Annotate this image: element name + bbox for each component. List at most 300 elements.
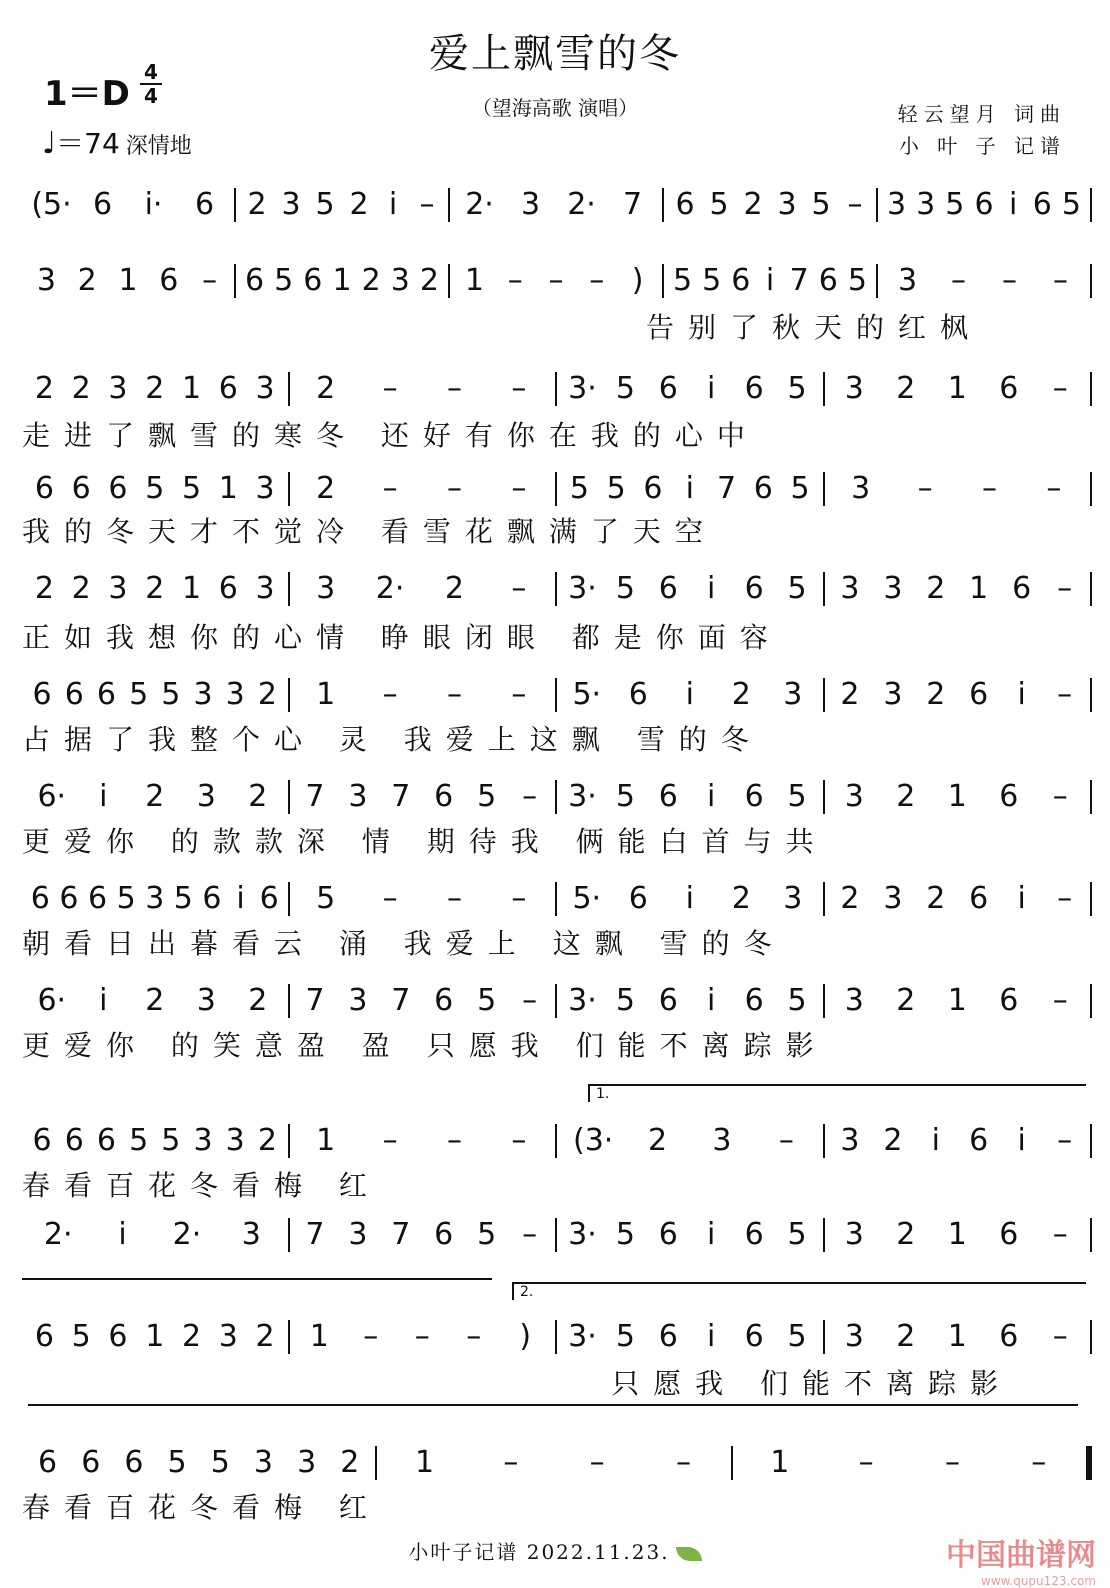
- note: 6: [32, 1123, 52, 1158]
- note: 3: [348, 779, 368, 814]
- note: –: [522, 1217, 538, 1252]
- note: 3·: [568, 983, 597, 1018]
- note: 3·: [568, 779, 597, 814]
- note: 3: [844, 1319, 864, 1354]
- note: 5: [811, 187, 831, 222]
- note: 1: [218, 471, 238, 506]
- note: –: [1053, 263, 1068, 298]
- lyric-text: 占据了我整个心 灵 我爱上这飘 雪的冬: [22, 723, 763, 756]
- note: 3: [108, 571, 128, 606]
- note: 5: [210, 1445, 230, 1480]
- note: 6: [744, 983, 764, 1018]
- footer-text: 小叶子记谱 2022.11.23.: [408, 1540, 670, 1564]
- tempo-marking: [42, 122, 192, 162]
- notation-row: [22, 774, 1092, 814]
- notation-row: [22, 1118, 1092, 1158]
- note: 5: [673, 263, 693, 298]
- note: 2: [731, 677, 751, 712]
- note: 3: [844, 983, 864, 1018]
- note: –: [1052, 1319, 1068, 1354]
- note: 1: [969, 571, 989, 606]
- measure: [375, 1446, 730, 1480]
- volta-second-ending: 2.: [512, 1282, 1086, 1300]
- note: 3: [883, 881, 903, 916]
- note: 2·: [567, 187, 596, 222]
- note: 6: [999, 1217, 1019, 1252]
- note: 3: [193, 677, 213, 712]
- note: 5: [477, 983, 497, 1018]
- note: –: [382, 371, 398, 406]
- note: 2: [248, 779, 268, 814]
- note: 1: [332, 263, 352, 298]
- note: 3: [777, 187, 797, 222]
- note: 5: [787, 1319, 807, 1354]
- note: 2: [743, 187, 763, 222]
- note: 3: [712, 1123, 732, 1158]
- note: 6: [658, 1217, 678, 1252]
- note: i: [99, 983, 108, 1018]
- note: 6: [974, 187, 994, 222]
- note: 1: [947, 983, 967, 1018]
- note: –: [446, 371, 462, 406]
- note: 6: [643, 471, 663, 506]
- note: 2: [248, 983, 268, 1018]
- note: 6: [744, 1217, 764, 1252]
- note: 2: [316, 471, 336, 506]
- note: 2: [926, 571, 946, 606]
- measure: [555, 1218, 823, 1252]
- note: i: [1017, 1123, 1026, 1158]
- measure: [288, 572, 556, 606]
- note: 6: [999, 371, 1019, 406]
- note: i: [1017, 677, 1026, 712]
- note: 3·: [568, 571, 597, 606]
- notation-row: [22, 1212, 1092, 1252]
- note: 6: [658, 1319, 678, 1354]
- note: –: [382, 881, 398, 916]
- note: 6: [71, 471, 91, 506]
- lyric-text: 更爱你 的款款深 情 期待我 俩能白首与共: [22, 825, 828, 858]
- note: –: [419, 187, 435, 222]
- note: 3: [255, 571, 275, 606]
- note: 6: [434, 779, 454, 814]
- measure: [288, 472, 556, 506]
- lyric-row: [22, 1486, 1092, 1526]
- volta-first-ending: 1.: [588, 1084, 1086, 1102]
- note: 3: [883, 571, 903, 606]
- measure: [555, 882, 823, 916]
- note: 6: [1032, 187, 1052, 222]
- note: 6: [259, 881, 279, 916]
- note: 6: [675, 187, 695, 222]
- note: 1: [464, 263, 484, 298]
- note: 2: [361, 263, 381, 298]
- note: 2: [34, 571, 54, 606]
- note: i: [707, 779, 716, 814]
- note: –: [1052, 779, 1068, 814]
- note: –: [446, 881, 462, 916]
- note: 6: [87, 881, 108, 916]
- note: 2: [247, 187, 267, 222]
- measure: [555, 678, 823, 712]
- lyric-text: 我的冬天才不觉冷 看雪花飘满了天空: [22, 515, 717, 548]
- note: –: [1052, 1217, 1068, 1252]
- note: 5: [477, 1217, 497, 1252]
- note: –: [944, 1445, 960, 1480]
- note: 6: [96, 677, 117, 712]
- note: –: [511, 1123, 527, 1158]
- note: 5: [606, 471, 626, 506]
- note: 2: [181, 1319, 202, 1354]
- note: 3: [281, 187, 301, 222]
- note: i: [236, 881, 245, 916]
- note: 1: [316, 677, 336, 712]
- note: 6: [108, 1319, 128, 1354]
- note: 5: [129, 677, 149, 712]
- footer-note: [0, 1536, 1110, 1565]
- note: 5: [787, 1217, 807, 1252]
- note: –: [675, 1445, 691, 1480]
- note: 5: [615, 571, 635, 606]
- note: 2: [34, 371, 54, 406]
- measure: [22, 882, 288, 916]
- measure: [555, 780, 823, 814]
- note: 3: [840, 571, 860, 606]
- measure: [823, 1218, 1093, 1252]
- measure: [288, 678, 556, 712]
- note: 3: [255, 371, 275, 406]
- measure: [288, 372, 556, 406]
- measure: [555, 472, 823, 506]
- note: –: [1046, 471, 1062, 506]
- note: 6·: [37, 983, 67, 1018]
- note: 6: [999, 779, 1019, 814]
- note: 5: [477, 779, 497, 814]
- note: 6: [38, 1445, 58, 1480]
- measure: [823, 882, 1093, 916]
- note: –: [1002, 263, 1017, 298]
- note: 7: [391, 779, 411, 814]
- note: 6: [999, 1319, 1019, 1354]
- note: 6: [303, 263, 323, 298]
- note: –: [1052, 371, 1068, 406]
- notation-row: [22, 672, 1092, 712]
- note: 1: [181, 371, 202, 406]
- measure: [22, 188, 234, 222]
- note: –: [202, 263, 218, 298]
- lyricist-credit: 轻云望月 词曲: [897, 102, 1066, 126]
- note: 2: [77, 263, 97, 298]
- note: –: [522, 983, 538, 1018]
- note: 5·: [572, 881, 602, 916]
- note: –: [511, 881, 527, 916]
- note: –: [382, 1123, 398, 1158]
- note: 2: [896, 983, 916, 1018]
- note: 5: [790, 471, 810, 506]
- note: –: [522, 779, 538, 814]
- watermark-logo: [946, 1530, 1096, 1588]
- notation-row: [22, 978, 1092, 1018]
- note: 5: [787, 371, 807, 406]
- note: –: [382, 471, 398, 506]
- note: 6: [744, 371, 764, 406]
- note: i: [707, 371, 716, 406]
- song-title: 爱上飘雪的冬: [429, 31, 681, 77]
- note: 6: [218, 371, 238, 406]
- measure: [288, 780, 556, 814]
- note: 6: [999, 983, 1019, 1018]
- watermark-text: 中国曲谱网: [946, 1538, 1096, 1573]
- measure: [823, 472, 1093, 506]
- measure: [234, 264, 448, 298]
- note: 1: [947, 371, 967, 406]
- note: 6: [64, 677, 84, 712]
- note: 2·: [465, 187, 494, 222]
- lyric-row: [22, 616, 1092, 656]
- measure: [22, 472, 288, 506]
- note: i: [707, 983, 716, 1018]
- measure: [22, 372, 288, 406]
- note: 6: [124, 1445, 144, 1480]
- note: 2: [883, 1123, 903, 1158]
- note: 5: [116, 881, 136, 916]
- note: 5: [787, 983, 807, 1018]
- notation-row: [22, 566, 1092, 606]
- note: 2: [255, 1319, 275, 1354]
- lyric-text: 正如我想你的心情 睁眼闭眼 都是你面容: [22, 621, 782, 654]
- lyric-row: [22, 306, 1092, 346]
- lyric-text: 走进了飘雪的寒冬 还好有你在我的心中: [22, 419, 759, 452]
- note: –: [858, 1445, 874, 1480]
- lyric-row: [22, 820, 1092, 860]
- note: 6: [64, 1123, 84, 1158]
- note: i: [1008, 187, 1018, 222]
- note: –: [1057, 881, 1073, 916]
- note: 6: [658, 371, 678, 406]
- note: 3: [241, 1217, 261, 1252]
- time-bottom: 4: [144, 84, 158, 108]
- note: –: [446, 1123, 462, 1158]
- notation-row: [22, 366, 1092, 406]
- note: 3: [348, 983, 368, 1018]
- notation-row: [22, 1440, 1092, 1480]
- measure: [876, 188, 1092, 222]
- note: i: [707, 1319, 716, 1354]
- note: –: [589, 1445, 605, 1480]
- note: 3: [145, 881, 165, 916]
- note: 1: [414, 1445, 435, 1480]
- note: –: [917, 471, 933, 506]
- note: ): [519, 1319, 532, 1354]
- note: 3: [253, 1445, 273, 1480]
- measure: [22, 984, 288, 1018]
- note: 6: [34, 1319, 54, 1354]
- note: 3·: [568, 1319, 597, 1354]
- lyric-row: [22, 1164, 1092, 1204]
- note: i: [388, 187, 398, 222]
- note: 6: [194, 187, 215, 222]
- measure: [823, 780, 1093, 814]
- note: 5: [787, 779, 807, 814]
- note: 6: [34, 471, 54, 506]
- note: (3·: [573, 1123, 614, 1158]
- note: 2: [896, 1319, 916, 1354]
- note: –: [363, 1319, 379, 1354]
- note: 3·: [568, 371, 597, 406]
- note: –: [414, 1319, 430, 1354]
- note: 6: [218, 571, 238, 606]
- measure: [731, 1446, 1092, 1480]
- measure: [662, 264, 876, 298]
- note: 2: [840, 881, 860, 916]
- measure: [288, 882, 556, 916]
- measure: [288, 1320, 556, 1354]
- note: i: [931, 1123, 940, 1158]
- note: 2: [840, 677, 860, 712]
- note: 5: [71, 1319, 91, 1354]
- note: 6: [753, 471, 773, 506]
- note: 6: [744, 1319, 764, 1354]
- measure: [555, 1124, 823, 1158]
- note: 5: [615, 371, 635, 406]
- measure: [22, 1218, 288, 1252]
- note: 6: [969, 1123, 989, 1158]
- note: 5: [161, 677, 181, 712]
- measure: [555, 1320, 823, 1354]
- note: 1: [770, 1445, 790, 1480]
- note: 6: [59, 881, 79, 916]
- note: 5: [1061, 187, 1081, 222]
- note: 6: [245, 263, 265, 298]
- note: 5: [615, 779, 635, 814]
- note: 3: [840, 1123, 860, 1158]
- note: 6: [818, 263, 838, 298]
- note: 2: [926, 677, 946, 712]
- note: 6: [731, 263, 751, 298]
- note: –: [951, 263, 966, 298]
- note: 3: [225, 1123, 245, 1158]
- lyric-row: [22, 414, 1092, 454]
- note: 2: [145, 571, 165, 606]
- note: 5: [615, 1319, 635, 1354]
- note: 3: [218, 1319, 238, 1354]
- lyric-text: 春看百花冬看梅 红: [22, 1491, 381, 1524]
- note: 6: [434, 1217, 454, 1252]
- measure: [448, 188, 662, 222]
- note: 6: [744, 779, 764, 814]
- note: 1: [316, 1123, 336, 1158]
- measure: [22, 264, 234, 298]
- note: 3: [108, 371, 128, 406]
- note: 1: [118, 263, 138, 298]
- note: 3: [193, 1123, 213, 1158]
- note: –: [507, 263, 523, 298]
- note: i: [707, 571, 716, 606]
- note: 5: [181, 471, 202, 506]
- note: 7: [305, 1217, 325, 1252]
- performer-subtitle: （望海高歌 演唱）: [471, 96, 639, 120]
- lyric-text: 春看百花冬看梅 红: [22, 1169, 381, 1202]
- note: –: [548, 263, 564, 298]
- measure: [823, 678, 1093, 712]
- measure: [22, 1124, 288, 1158]
- note: –: [503, 1445, 519, 1480]
- note: 2: [257, 1123, 277, 1158]
- note: 2: [145, 779, 165, 814]
- note: 6: [202, 881, 222, 916]
- measure: [448, 264, 662, 298]
- note: 5: [274, 263, 294, 298]
- note: 3: [844, 371, 864, 406]
- key-signature: 1＝D: [44, 74, 130, 114]
- note: –: [778, 1123, 794, 1158]
- measure: [662, 188, 876, 222]
- note: –: [382, 677, 398, 712]
- measure: [823, 1320, 1093, 1354]
- note: 3: [225, 677, 245, 712]
- note: 3: [844, 779, 864, 814]
- lyric-row: [22, 922, 1092, 962]
- note: 2: [419, 263, 439, 298]
- measure: [823, 1124, 1093, 1158]
- note: 5: [615, 1217, 635, 1252]
- note: ): [631, 263, 644, 298]
- note: 2: [316, 371, 336, 406]
- note: 7: [622, 187, 643, 222]
- note: 5: [161, 1123, 181, 1158]
- note: i: [765, 263, 775, 298]
- measure: [22, 780, 288, 814]
- note: 3: [36, 263, 56, 298]
- note: 3: [520, 187, 541, 222]
- quarter-note-icon: ♩: [42, 126, 57, 161]
- watermark-url: www.qupu123.com: [981, 1574, 1096, 1588]
- note: 5: [847, 263, 867, 298]
- note: –: [981, 471, 997, 506]
- note: 1: [947, 1217, 967, 1252]
- measure: [876, 264, 1092, 298]
- note: 7: [305, 779, 325, 814]
- lyric-row: [22, 1362, 1092, 1402]
- note: 2: [648, 1123, 668, 1158]
- notation-row: [22, 466, 1092, 506]
- note: 5: [569, 471, 589, 506]
- note: 5: [615, 983, 635, 1018]
- note: 1: [309, 1319, 329, 1354]
- note: –: [446, 677, 462, 712]
- note: 3·: [568, 1217, 597, 1252]
- note: 3: [196, 779, 216, 814]
- measure: [555, 572, 823, 606]
- note: 5: [315, 187, 335, 222]
- note: 2: [71, 571, 91, 606]
- note: 3: [883, 677, 903, 712]
- lyric-row: [22, 1024, 1092, 1064]
- measure: [288, 1124, 556, 1158]
- note: –: [511, 571, 527, 606]
- transcriber-credit: 小 叶 子 记谱: [898, 134, 1066, 158]
- time-signature: [140, 62, 162, 106]
- note: i·: [144, 187, 163, 222]
- note: –: [1057, 571, 1073, 606]
- ending-line: [22, 1278, 492, 1280]
- note: 6: [32, 677, 52, 712]
- note: –: [1057, 1123, 1073, 1158]
- note: 6: [658, 779, 678, 814]
- measure: [555, 984, 823, 1018]
- note: 3: [390, 263, 410, 298]
- measure: [22, 678, 288, 712]
